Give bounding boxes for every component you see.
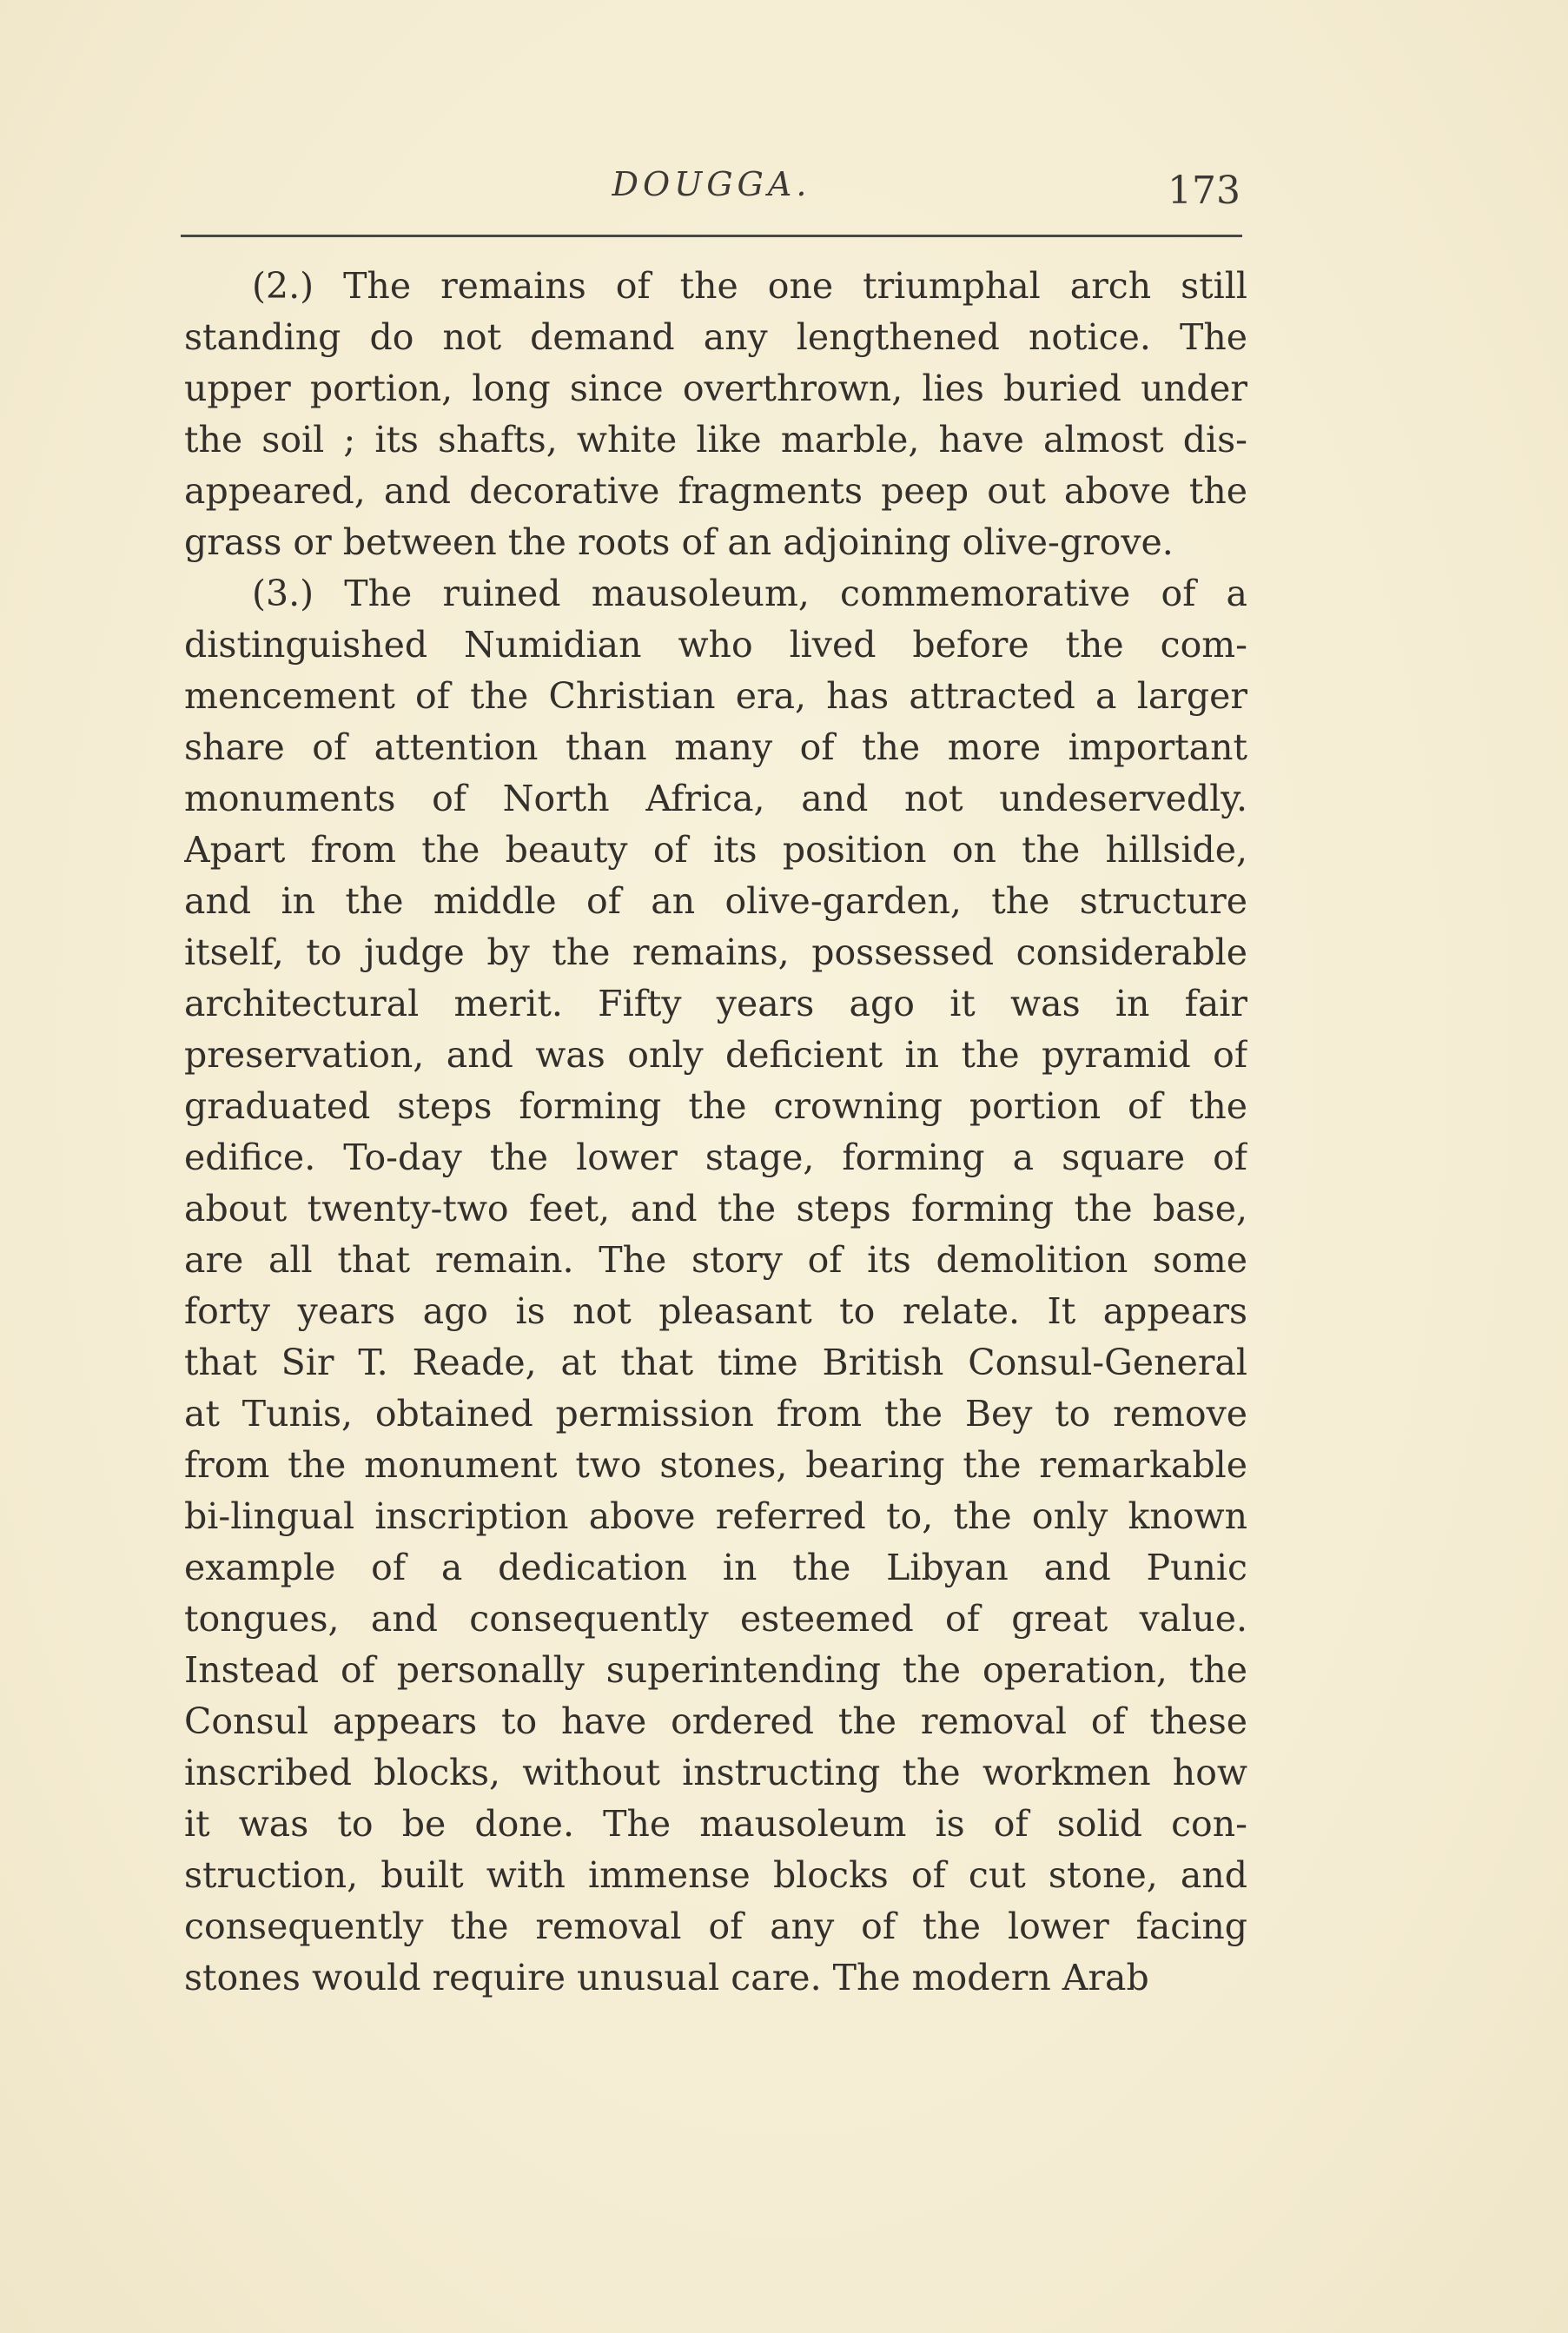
text-line: architectural merit. Fifty years ago it was in fair xyxy=(184,983,1247,1024)
text-line: (2.) The remains of the one triumphal arch still xyxy=(252,265,1247,307)
text-line: Apart from the beauty of its position on the hillside, xyxy=(184,829,1247,871)
text-line: from the monument two stones, bearing the remarkable xyxy=(184,1444,1247,1486)
text-line: at Tunis, obtained permission from the Bey to remove xyxy=(184,1393,1247,1435)
text-line: stones would require unusual care. The modern Arab xyxy=(184,1957,1149,1998)
page-number: 173 xyxy=(1168,169,1241,213)
text-line: grass or between the roots of an adjoining olive-grove. xyxy=(184,521,1174,563)
text-line: example of a dedication in the Libyan and Punic xyxy=(184,1547,1247,1588)
text-line: mencement of the Christian era, has attracted a larger xyxy=(184,675,1247,717)
text-line: and in the middle of an olive-garden, the structure xyxy=(184,880,1247,922)
running-head xyxy=(182,165,1241,235)
text-line: (3.) The ruined mausoleum, commemorative of a xyxy=(252,573,1247,614)
text-line: appeared, and decorative fragments peep out above the xyxy=(184,470,1247,512)
text-line: share of attention than many of the more important xyxy=(184,726,1247,768)
header-rule xyxy=(181,235,1242,237)
running-title: DOUGGA. xyxy=(612,165,811,203)
body-text xyxy=(184,261,1247,2004)
text-line: itself, to judge by the remains, possessed considerable xyxy=(184,931,1247,973)
text-line: distinguished Numidian who lived before the com- xyxy=(184,624,1247,666)
text-line: edifice. To-day the lower stage, forming a square of xyxy=(184,1137,1247,1178)
text-line: Instead of personally superintending the operation, the xyxy=(184,1649,1247,1691)
text-line: bi-lingual inscription above referred to, the only known xyxy=(184,1495,1247,1537)
text-line: the soil ; its shafts, white like marble, have almost dis- xyxy=(184,419,1247,461)
text-line: preservation, and was only deficient in the pyramid of xyxy=(184,1034,1247,1076)
text-line: are all that remain. The story of its demolition some xyxy=(184,1239,1247,1281)
text-line: upper portion, long since overthrown, lies buried under xyxy=(184,368,1247,409)
text-line: consequently the removal of any of the lower facing xyxy=(184,1906,1247,1947)
text-line: monuments of North Africa, and not undeservedly. xyxy=(184,778,1247,819)
text-line: Consul appears to have ordered the removal of these xyxy=(184,1700,1247,1742)
text-line: forty years ago is not pleasant to relate. It appears xyxy=(184,1290,1247,1332)
text-line: it was to be done. The mausoleum is of solid con- xyxy=(184,1803,1247,1845)
text-line: struction, built with immense blocks of cut stone, and xyxy=(184,1854,1247,1896)
text-line: standing do not demand any lengthened notice. The xyxy=(184,316,1247,358)
text-line: that Sir T. Reade, at that time British Consul-General xyxy=(184,1342,1247,1383)
text-line: graduated steps forming the crowning portion of the xyxy=(184,1085,1247,1127)
text-line: inscribed blocks, without instructing the workmen how xyxy=(184,1752,1247,1793)
text-line: about twenty-two feet, and the steps forming the base, xyxy=(184,1188,1247,1229)
text-line: tongues, and consequently esteemed of great value. xyxy=(184,1598,1247,1640)
